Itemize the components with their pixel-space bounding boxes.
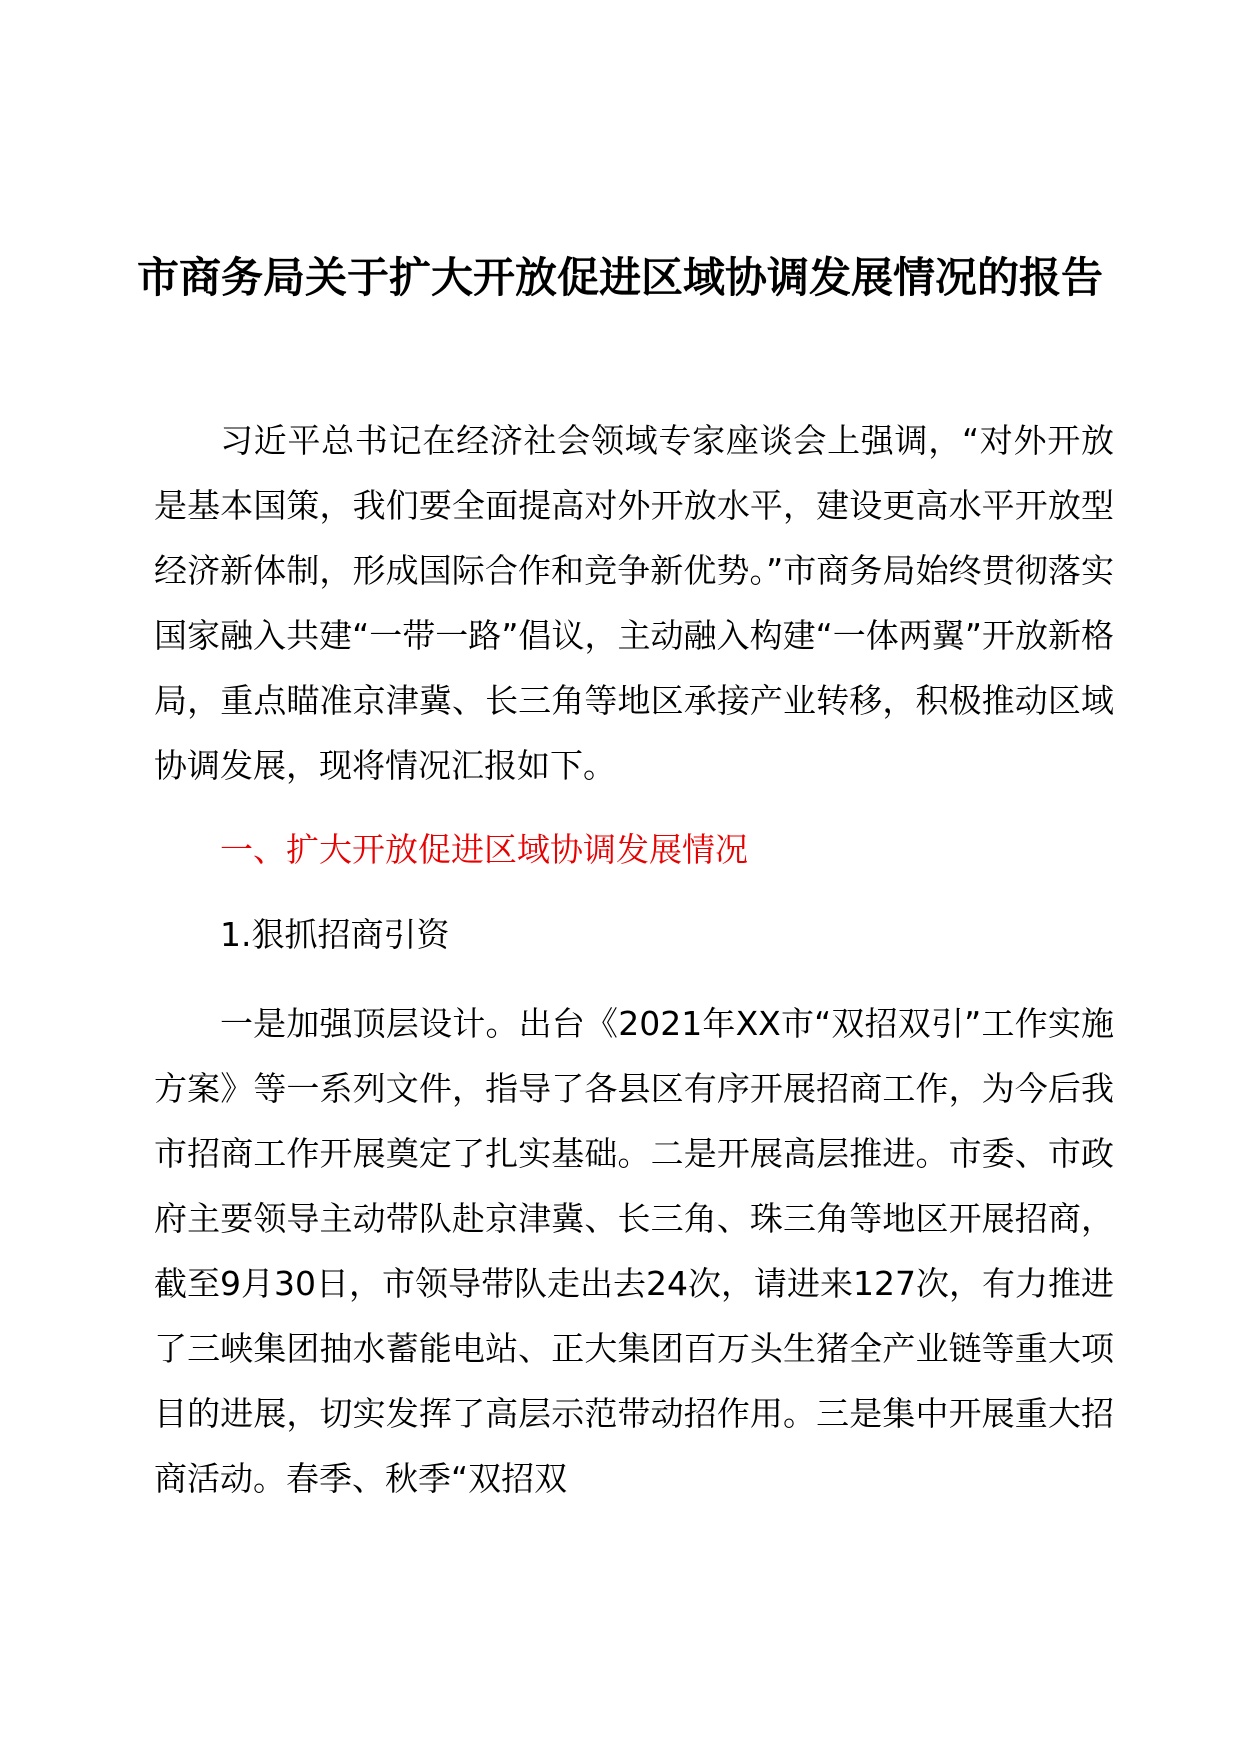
section-heading: 一、扩大开放促进区域协调发展情况: [220, 830, 748, 869]
intro-paragraph: 习近平总书记在经济社会领域专家座谈会上强调，“对外开放是基本国策，我们要全面提高对外开放水平，建设更高水平开放型经济新体制，形成国际合作和竞争新优势。”市商务局始终贯彻落实国家融入共建“一带一路”倡议，主动融入构建“一体两翼”开放新格局，重点瞄准京津冀、长三角等地区承接产业转移，积极推动区域协调发展，现将情况汇报如下。: [154, 421, 1114, 785]
subsection-heading: 1.狠抓招商引资: [220, 915, 450, 954]
document-title: 市商务局关于扩大开放促进区域协调发展情况的报告: [136, 253, 1103, 302]
body-paragraph: 一是加强顶层设计。出台《2021年XX市“双招双引”工作实施方案》等一系列文件，指导了各县区有序开展招商工作，为今后我市招商工作开展奠定了扎实基础。二是开展高层推进。市委、市政府主要领导主动带队赴京津冀、长三角、珠三角等地区开展招商，截至9月30日，市领导带队走出去24次，请进来127次，有力推进了三峡集团抽水蓄能电站、正大集团百万头生猪全产业链等重大项目的进展，切实发挥了高层示范带动招作用。三是集中开展重大招商活动。春季、秋季“双招双: [154, 1004, 1114, 1498]
